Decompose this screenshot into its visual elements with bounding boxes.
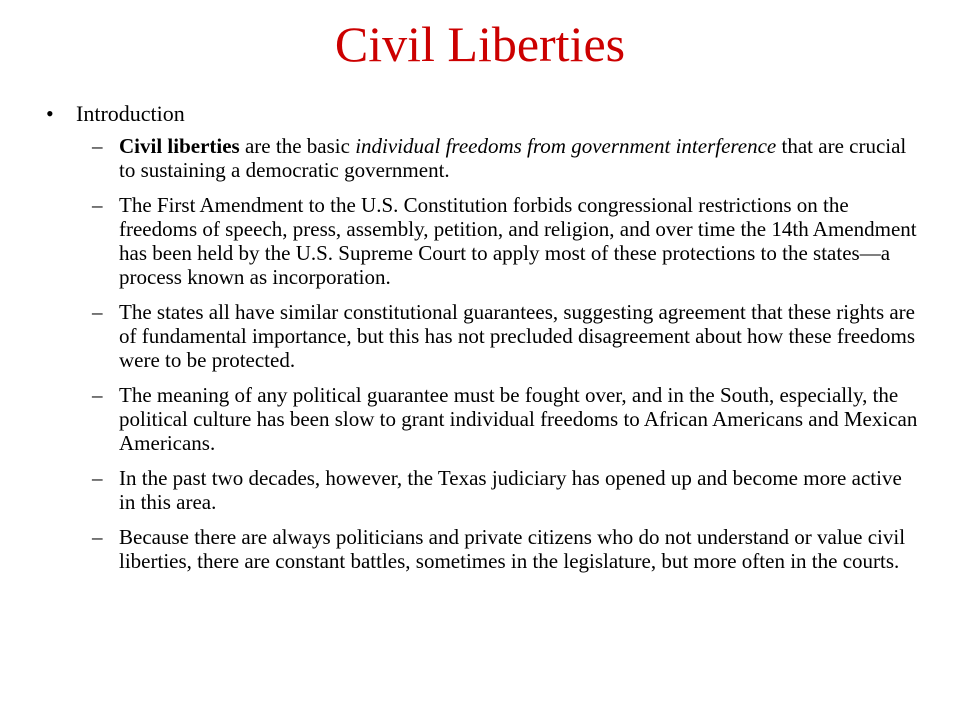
sub-bullet-texas-judiciary	[40, 466, 920, 514]
definition-text: are the basic	[239, 134, 356, 158]
sub-bullet-civil-liberties-definition	[40, 134, 920, 182]
dash-icon: –	[92, 466, 103, 490]
sub-bullet-text: In the past two decades, however, the Texas judiciary has opened up and become more active in this area.	[119, 466, 902, 514]
sub-bullet-first-amendment	[40, 193, 920, 289]
bullet-icon: •	[46, 101, 54, 126]
dash-icon: –	[92, 383, 103, 407]
dash-icon: –	[92, 193, 103, 217]
bullet-label: Introduction	[76, 101, 185, 126]
slide-title: Civil Liberties	[334, 16, 626, 72]
sub-bullet-text: The meaning of any political guarantee must be fought over, and in the South, especially, the political culture has been slow to grant individual freedoms to African Americans and Mexican Americans.	[119, 383, 918, 455]
definition-text-end: that are crucial to sustaining a democratic government.	[119, 134, 907, 182]
term-civil-liberties: Civil liberties	[119, 134, 240, 158]
sub-bullet-state-guarantees	[40, 300, 920, 372]
dash-icon: –	[92, 300, 103, 324]
dash-icon: –	[92, 525, 103, 549]
sub-bullet-text: Because there are always politicians and private citizens who do not understand or value civil liberties, there are constant battles, sometimes in the legislature, but more often in the courts.	[119, 525, 906, 573]
sub-bullet-text: The states all have similar constitutional guarantees, suggesting agreement that these rights are of fundamental importance, but this has not precluded disagreement about how these freedoms were to be protected.	[119, 300, 916, 372]
bullet-introduction	[40, 100, 920, 128]
definition-emphasis: individual freedoms from government interference	[355, 134, 777, 158]
sub-bullet-list	[40, 134, 920, 573]
sub-bullet-political-guarantee	[40, 383, 920, 455]
sub-bullet-constant-battles	[40, 525, 920, 573]
slide-content	[40, 100, 920, 584]
dash-icon: –	[92, 134, 103, 158]
sub-bullet-text: The First Amendment to the U.S. Constitution forbids congressional restrictions on the freedoms of speech, press, assembly, petition, and religion, and over time the 14th Amendment has been held by the U.S. Supreme Court to apply most of these protections to the states—a process known as incorporation.	[119, 193, 917, 289]
